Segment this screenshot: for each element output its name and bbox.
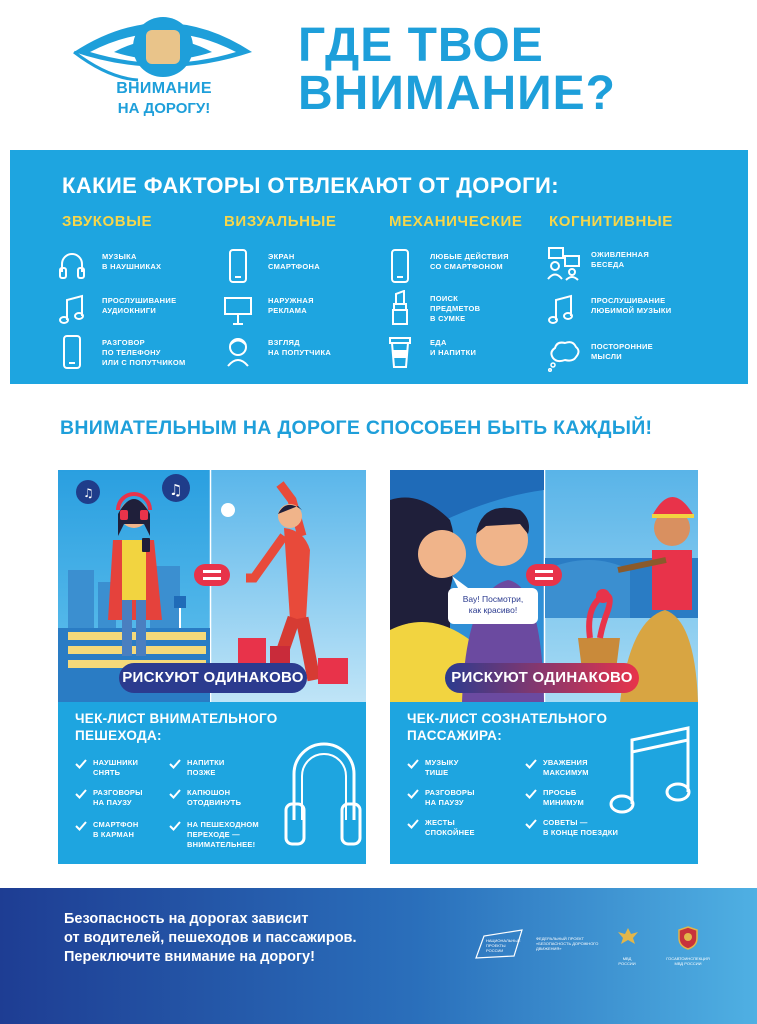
risk-label: РИСКУЮТ ОДИНАКОВО bbox=[119, 663, 307, 693]
check-icon bbox=[407, 789, 419, 799]
factor-text: МУЗЫКА В НАУШНИКАХ bbox=[102, 252, 162, 271]
checklist-text: РАЗГОВОРЫ НА ПАУЗУ bbox=[93, 788, 143, 807]
check-icon bbox=[525, 819, 537, 829]
factor-text: ЛЮБЫЕ ДЕЙСТВИЯ СО СМАРТФОНОМ bbox=[430, 252, 509, 271]
factor-text: ВЗГЛЯД НА ПОПУТЧИКА bbox=[268, 338, 332, 357]
factor-text: ПОСТОРОННИЕ МЫСЛИ bbox=[591, 342, 653, 361]
risk-label: РИСКУЮТ ОДИНАКОВО bbox=[445, 663, 639, 693]
section-subtitle: ВНИМАТЕЛЬНЫМ НА ДОРОГЕ СПОСОБЕН БЫТЬ КАЖДЫЙ! bbox=[60, 417, 653, 439]
factor-heading-sound: ЗВУКОВЫЕ bbox=[62, 213, 153, 230]
national-projects-logo bbox=[474, 928, 524, 964]
billboard-icon bbox=[224, 292, 252, 328]
partner-text: НАЦИОНАЛЬНЫЕ ПРОЕКТЫ РОССИИ bbox=[486, 938, 521, 953]
check-icon bbox=[525, 789, 537, 799]
checklist-title: ЧЕК-ЛИСТ СОЗНАТЕЛЬНОГО ПАССАЖИРА: bbox=[407, 711, 608, 743]
factor-item bbox=[58, 292, 218, 332]
partner-text: ГОСАВТОИНСПЕКЦИЯ МВД РОССИИ bbox=[666, 956, 710, 966]
checklist-text: НАПИТКИ ПОЗЖЕ bbox=[187, 758, 225, 777]
check-icon bbox=[75, 789, 87, 799]
checklist-item bbox=[169, 788, 279, 818]
check-icon bbox=[169, 821, 181, 831]
checklist-text: НА ПЕШЕХОДНОМ ПЕРЕХОДЕ — ВНИМАТЕЛЬНЕЕ! bbox=[187, 820, 259, 849]
shield-emblem-icon bbox=[677, 926, 699, 950]
phone-icon bbox=[58, 334, 86, 370]
check-icon bbox=[75, 759, 87, 769]
factor-item bbox=[224, 292, 384, 332]
svg-text:♫: ♫ bbox=[83, 486, 94, 500]
factor-text: ЭКРАН СМАРТФОНА bbox=[268, 252, 320, 271]
headphones-icon bbox=[280, 724, 364, 854]
music-note-icon bbox=[58, 292, 86, 328]
check-icon bbox=[407, 819, 419, 829]
speech-bubble-text: Вау! Посмотри, как красиво! bbox=[462, 594, 524, 615]
lipstick-icon bbox=[386, 290, 414, 326]
check-icon bbox=[169, 759, 181, 769]
factor-item bbox=[547, 246, 707, 286]
smartphone-icon bbox=[224, 248, 252, 284]
checklist-item bbox=[169, 820, 279, 854]
factor-text: ОЖИВЛЕННАЯ БЕСЕДА bbox=[591, 250, 650, 269]
mvd-logo bbox=[614, 926, 640, 966]
checklist-text: КАПЮШОН ОТОДВИНУТЬ bbox=[187, 788, 242, 807]
passenger-card bbox=[390, 470, 698, 864]
factor-item bbox=[386, 248, 546, 288]
checklist-text: УВАЖЕНИЯ МАКСИМУМ bbox=[543, 758, 589, 777]
coffee-cup-icon bbox=[386, 334, 414, 370]
checklist-item bbox=[525, 818, 635, 848]
checklist-text: РАЗГОВОРЫ НА ПАУЗУ bbox=[425, 788, 475, 807]
checklist-item bbox=[407, 788, 517, 818]
pedestrian-card bbox=[58, 470, 366, 864]
checklist-text: МУЗЫКУ ТИШЕ bbox=[425, 758, 459, 777]
federal-project-logo bbox=[536, 936, 606, 960]
factor-heading-mechanical: МЕХАНИЧЕСКИЕ bbox=[389, 213, 523, 230]
factor-item bbox=[224, 334, 384, 374]
gibdd-logo bbox=[668, 926, 708, 966]
checklist-item bbox=[407, 818, 517, 848]
person-icon bbox=[224, 334, 252, 370]
checklist-text: СМАРТФОН В КАРМАН bbox=[93, 820, 139, 839]
factor-item bbox=[547, 338, 707, 378]
checklist-text: ПРОСЬБ МИНИМУМ bbox=[543, 788, 585, 807]
music-note-icon bbox=[604, 720, 694, 820]
logo-text-line1: ВНИМАНИЕ bbox=[116, 80, 212, 97]
logo-text-line2: НА ДОРОГУ! bbox=[117, 100, 211, 117]
check-icon bbox=[169, 789, 181, 799]
thought-cloud-icon bbox=[547, 338, 581, 374]
partner-text: ФЕДЕРАЛЬНЫЙ ПРОЕКТ «БЕЗОПАСНОСТЬ ДОРОЖНОГО ДВИЖЕНИЯ» bbox=[536, 936, 599, 951]
page-title: ГДЕ ТВОЕ ВНИМАНИЕ? bbox=[298, 19, 616, 120]
factor-item bbox=[224, 248, 384, 288]
conversation-icon bbox=[547, 246, 581, 282]
check-icon bbox=[75, 821, 87, 831]
factor-text: ЕДА И НАПИТКИ bbox=[430, 338, 477, 357]
factor-text: ПРОСЛУШИВАНИЕ АУДИОКНИГИ bbox=[102, 296, 177, 315]
checklist-text: НАУШНИКИ СНЯТЬ bbox=[93, 758, 139, 777]
partner-text: МВД РОССИИ bbox=[618, 956, 636, 966]
check-icon bbox=[525, 759, 537, 769]
factor-item bbox=[547, 292, 707, 332]
factor-text: ПРОСЛУШИВАНИЕ ЛЮБИМОЙ МУЗЫКИ bbox=[591, 296, 672, 315]
svg-text:♫: ♫ bbox=[169, 481, 183, 499]
factor-item bbox=[386, 334, 546, 374]
checklist-title: ЧЕК-ЛИСТ ВНИМАТЕЛЬНОГО ПЕШЕХОДА: bbox=[75, 711, 278, 743]
factor-heading-cognitive: КОГНИТИВНЫЕ bbox=[549, 213, 673, 230]
checklist-text: СОВЕТЫ — В КОНЦЕ ПОЕЗДКИ bbox=[543, 818, 619, 837]
factor-item bbox=[386, 290, 546, 330]
factor-text: РАЗГОВОР ПО ТЕЛЕФОНУ ИЛИ С ПОПУТЧИКОМ bbox=[102, 338, 186, 367]
factors-title: КАКИЕ ФАКТОРЫ ОТВЛЕКАЮТ ОТ ДОРОГИ: bbox=[62, 173, 559, 198]
check-icon bbox=[407, 759, 419, 769]
music-note-icon bbox=[547, 292, 575, 328]
factor-text: ПОИСК ПРЕДМЕТОВ В СУМКЕ bbox=[430, 294, 481, 323]
eagle-emblem-icon bbox=[617, 926, 639, 946]
factor-text: НАРУЖНАЯ РЕКЛАМА bbox=[268, 296, 314, 315]
checklist-text: ЖЕСТЫ СПОКОЙНЕЕ bbox=[425, 818, 475, 837]
smartphone-icon bbox=[386, 248, 414, 284]
factor-item bbox=[58, 334, 218, 374]
footer-message: Безопасность на дорогах зависит от водителей, пешеходов и пассажиров. Переключите внимание на дорогу! bbox=[64, 911, 357, 965]
checklist-item bbox=[407, 758, 517, 788]
checklist-item bbox=[169, 758, 279, 788]
factor-item bbox=[58, 248, 218, 288]
headphones-icon bbox=[58, 248, 86, 284]
factor-heading-visual: ВИЗУАЛЬНЫЕ bbox=[224, 213, 337, 230]
